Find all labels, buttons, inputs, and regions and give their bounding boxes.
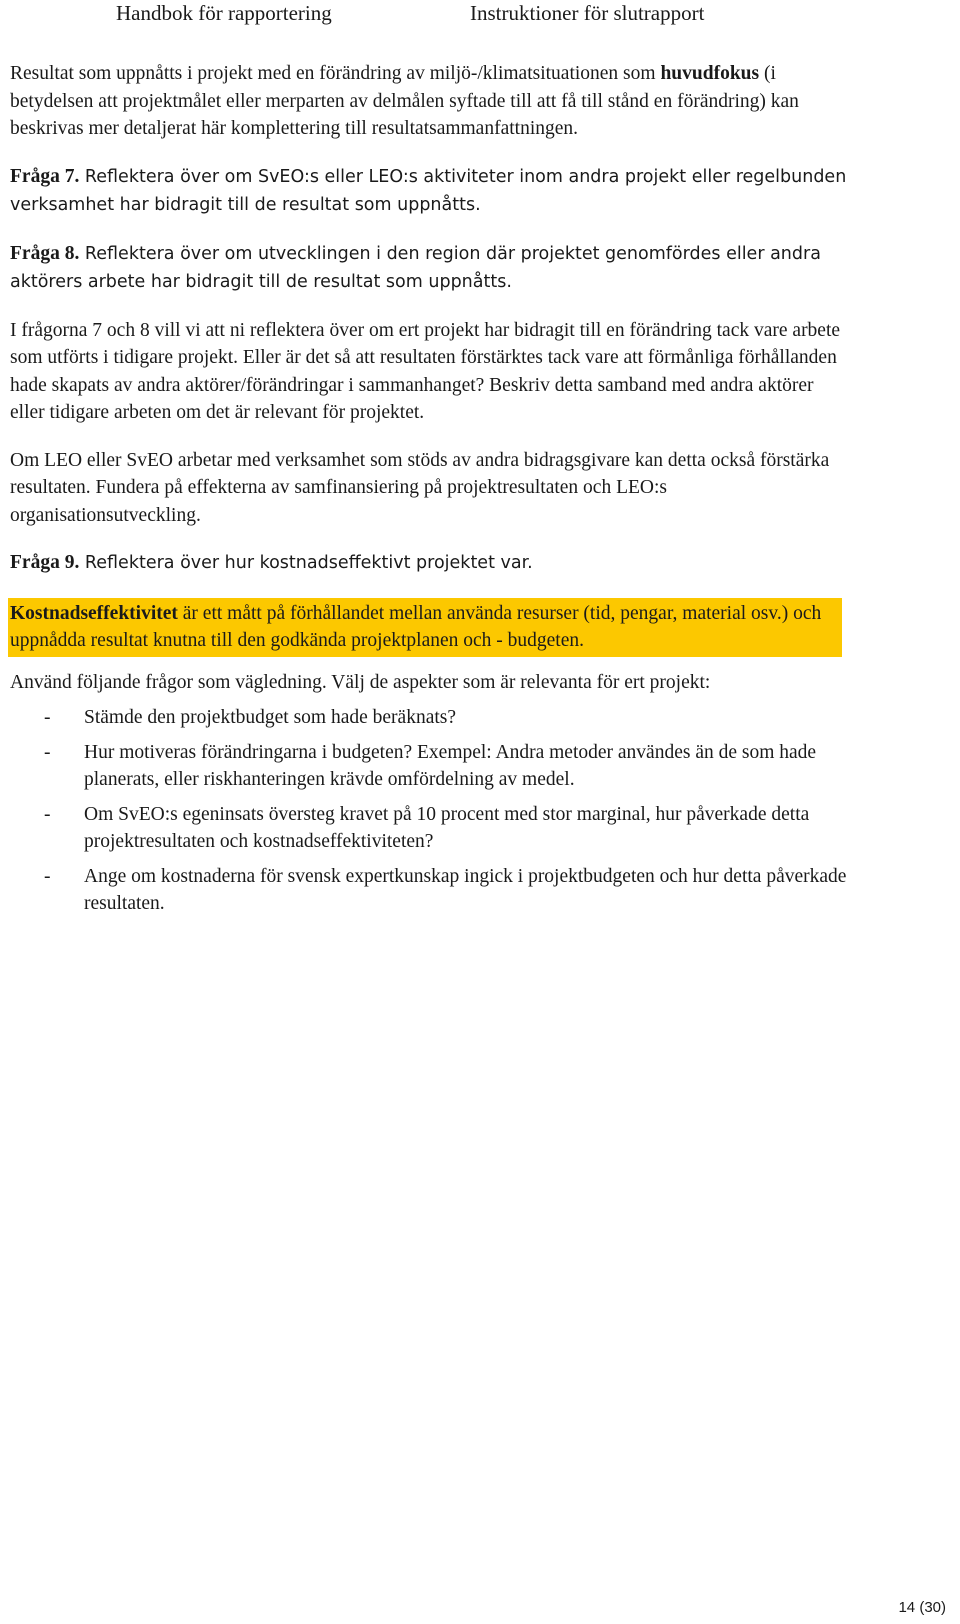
guidance-item-text: Ange om kostnaderna för svensk expertkunskap ingick i projektbudgeten och hur detta påverkade resultaten. <box>84 865 847 914</box>
page-number: 14 (30) <box>898 1599 946 1616</box>
header-section-title: Instruktioner för slutrapport <box>470 1 705 25</box>
definition-text: är ett mått på förhållandet mellan använda resurser (tid, pengar, material osv.) och uppnådda resultat knutna till den godkända projektplanen och - budgeten. <box>10 602 822 651</box>
bullet-dash: - <box>44 741 51 763</box>
intro-text-after: (i betydelsen att projektmålet eller merparten av delmålen syftade till att få till stånd en förändring) kan beskrivas mer detaljerat här komplettering till resultatsammanfattningen. <box>10 63 799 139</box>
document-body <box>10 60 850 925</box>
definition-term: Kostnadseffektivitet <box>10 602 178 624</box>
guidance-item <box>10 863 850 918</box>
guidance-item <box>10 704 850 732</box>
intro-paragraph <box>10 60 850 143</box>
bullet-dash: - <box>44 865 51 887</box>
header-document-title: Handbok för rapportering <box>116 1 332 25</box>
question-8-text: Reflektera över om utvecklingen i den region där projektet genomfördes eller andra aktörers arbete har bidragit till de resultat som uppnåtts. <box>10 243 821 292</box>
definition-highlight-box <box>8 598 842 657</box>
guidance-intro: Använd följande frågor som vägledning. Välj de aspekter som är relevanta för ert projekt: <box>10 671 711 693</box>
guidance-item-text: Hur motiveras förändringarna i budgeten? Exempel: Andra metoder användes än de som hade planerats, eller riskhanteringen krävde omfördelning av medel. <box>84 741 817 790</box>
cofinancing-paragraph: Om LEO eller SvEO arbetar med verksamhet som stöds av andra bidragsgivare kan detta också förstärka resultaten. Fundera på effekterna av samfinansiering på projektresultaten och LEO:s organisationsutveckling. <box>10 449 830 526</box>
question-8 <box>10 240 850 297</box>
question-7-label: Fråga 7. <box>10 165 80 187</box>
guidance-item-text: Stämde den projektbudget som hade beräknats? <box>84 707 457 728</box>
question-7-text: Reflektera över om SvEO:s eller LEO:s aktiviteter inom andra projekt eller regelbunden verksamhet har bidragit till de resultat som uppnåtts. <box>10 166 847 215</box>
guidance-item <box>10 739 850 794</box>
guidance-item <box>10 801 850 856</box>
bullet-dash: - <box>44 707 51 728</box>
bullet-dash: - <box>44 803 51 825</box>
intro-bold-term: huvudfokus <box>660 63 760 84</box>
question-9-label: Fråga 9. <box>10 552 80 573</box>
guidance-item-text: Om SvEO:s egeninsats översteg kravet på 10 procent med stor marginal, hur påverkade detta projektresultaten och kostnadseffektiviteten? <box>84 803 810 852</box>
question-9 <box>10 549 850 578</box>
question-7 <box>10 163 850 220</box>
question-8-label: Fråga 8. <box>10 242 80 264</box>
page-header <box>0 0 960 26</box>
reflection-paragraph: I frågorna 7 och 8 vill vi att ni reflektera över om ert projekt har bidragit till en förändring tack vare arbete som utförts i tidigare projekt. Eller är det så att resultaten förstärktes tack vare att förmånliga förhållanden hade skapats av andra aktörer/förändringar i sammanhanget? Beskriv detta samband med andra aktörer eller tidigare arbeten om det är relevant för projektet. <box>10 319 841 423</box>
guidance-list <box>10 704 850 918</box>
intro-text-before: Resultat som uppnåtts i projekt med en förändring av miljö-/klimatsituationen som <box>10 63 661 84</box>
question-9-text: Reflektera över hur kostnadseffektivt projektet var. <box>79 553 533 573</box>
